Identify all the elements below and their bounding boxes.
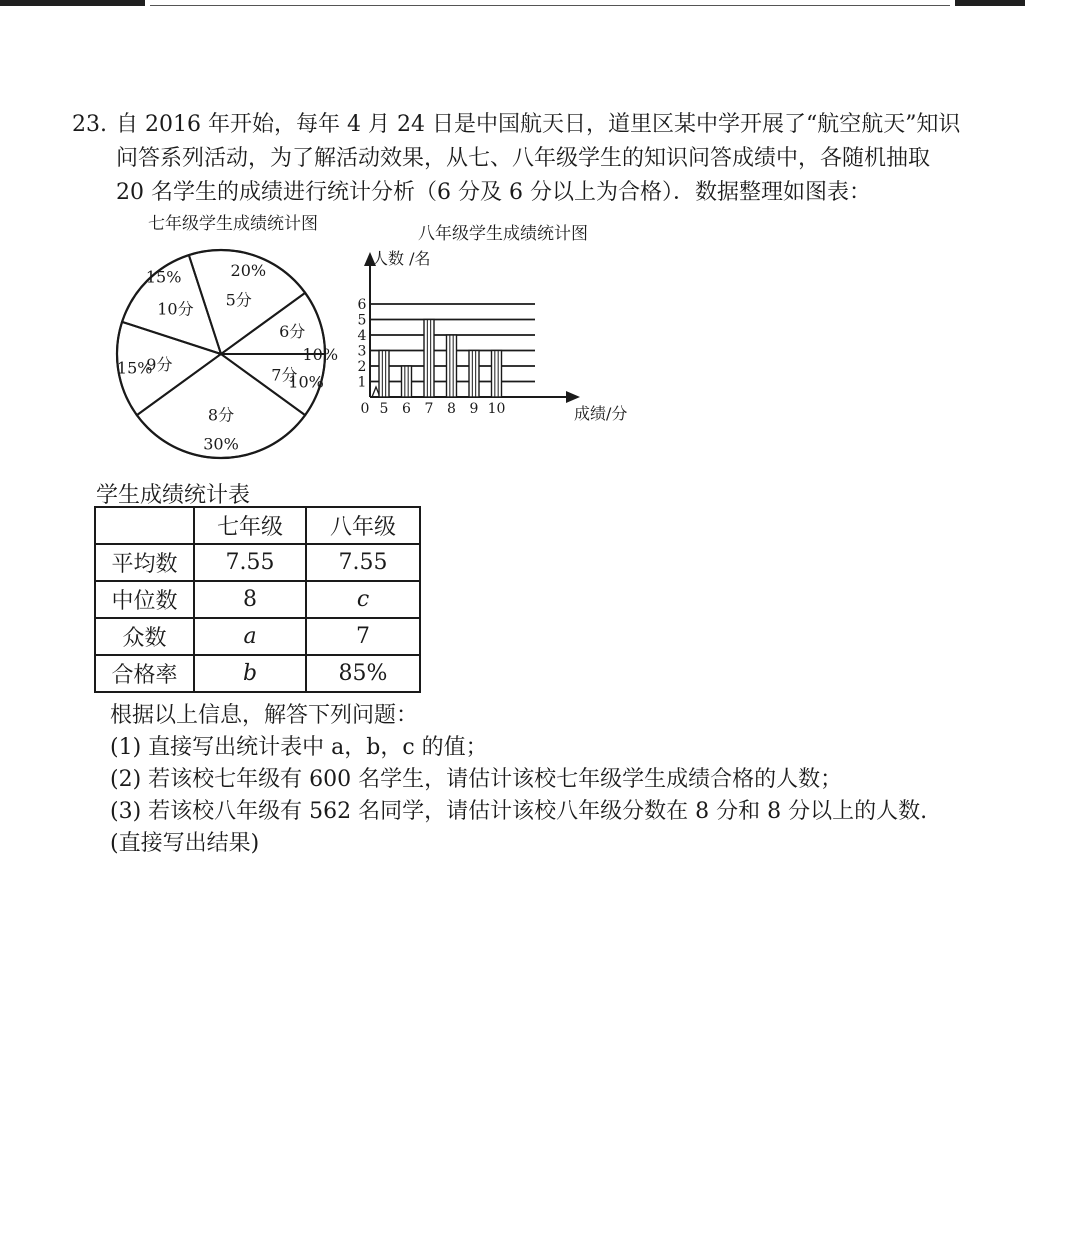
- question-line: 自 2016 年开始，每年 4 月 24 日是中国航天日，道里区某中学开展了“航空航天”知识: [116, 112, 961, 137]
- question-number: 23.: [72, 112, 107, 137]
- table-cell: a: [194, 618, 306, 655]
- pie-chart: [102, 230, 342, 470]
- question-line: (2) 若该校七年级有 600 名学生，请估计该校七年级学生成绩合格的人数；: [110, 767, 843, 792]
- y-tick-label: 3: [357, 343, 367, 360]
- pie-chart-title: 七年级学生成绩统计图: [148, 214, 318, 234]
- table-row: [95, 655, 420, 692]
- scan-top-edge: [0, 0, 1080, 8]
- x-tick-label: 5: [379, 401, 389, 417]
- y-tick-label: 6: [357, 297, 367, 313]
- pie-slice-label: 10分: [157, 299, 194, 319]
- table-cell: 中位数: [95, 581, 194, 618]
- question-line: (直接写出结果): [110, 831, 260, 856]
- question-text: [116, 108, 1016, 210]
- x-tick-label: 9: [469, 401, 479, 417]
- pie-percent-label: 30%: [203, 434, 239, 454]
- table-header-row: [95, 507, 420, 544]
- bar: [379, 351, 389, 398]
- y-axis-label: 人数 /名: [372, 249, 431, 268]
- table-cell: 合格率: [95, 655, 194, 692]
- bar-chart: [340, 240, 640, 440]
- pie-slice-label: 7分: [271, 365, 298, 385]
- scan-edge-line: [150, 5, 950, 6]
- x-tick-label: 7: [424, 401, 434, 417]
- x-tick-label: 6: [402, 401, 411, 417]
- pie-slice-label: 6分: [279, 321, 306, 341]
- pie-percent-label: 10%: [288, 372, 324, 392]
- table-cell: [95, 507, 194, 544]
- x-axis-arrow: [566, 391, 580, 403]
- table-cell: 七年级: [194, 507, 306, 544]
- table-cell: 8: [194, 581, 306, 618]
- y-tick-label: 2: [357, 359, 367, 375]
- table-cell: 平均数: [95, 544, 194, 581]
- origin-label: 0: [360, 401, 370, 417]
- x-tick-label: 10: [487, 401, 506, 417]
- table-cell: 八年级: [306, 507, 420, 544]
- pie-percent-label: 15%: [116, 358, 153, 378]
- y-tick-label: 4: [357, 328, 367, 344]
- bar: [424, 320, 434, 398]
- bar: [469, 351, 479, 398]
- y-tick-label: 1: [357, 374, 367, 391]
- table-title: 学生成绩统计表: [96, 483, 251, 508]
- question-line: (3) 若该校八年级有 562 名同学，请估计该校八年级分数在 8 分和 8 分以上的人数.: [110, 799, 928, 824]
- bar: [447, 335, 457, 397]
- pie-percent-label: 20%: [230, 260, 267, 280]
- sub-questions: [110, 700, 927, 860]
- question-line: 20 名学生的成绩进行统计分析（6 分及 6 分以上为合格）．数据整理如图表：: [116, 180, 871, 205]
- table-cell: 85%: [306, 655, 420, 692]
- question-line: (1) 直接写出统计表中 a，b，c 的值；: [110, 735, 488, 760]
- table-row: [95, 544, 420, 581]
- table-cell: b: [194, 655, 306, 692]
- pie-slice-label: 9分: [146, 354, 173, 374]
- pie-percent-label: 10%: [302, 345, 339, 364]
- y-tick-label: 5: [357, 312, 367, 329]
- question-line: 根据以上信息，解答下列问题：: [110, 703, 419, 728]
- bar-chart-title: 八年级学生成绩统计图: [418, 224, 588, 244]
- table-row: [95, 581, 420, 618]
- pie-slice-label: 5分: [225, 290, 252, 310]
- table-cell: c: [306, 581, 420, 618]
- table-cell: 7: [306, 618, 420, 655]
- table-cell: 众数: [95, 618, 194, 655]
- table-row: [95, 618, 420, 655]
- pie-slice-label: 8分: [207, 405, 235, 425]
- question-line: 问答系列活动，为了解活动效果，从七、八年级学生的知识问答成绩中，各随机抽取: [116, 146, 931, 171]
- x-axis-label: 成绩/分: [574, 404, 628, 423]
- stats-table: [94, 506, 421, 693]
- table-cell: 7.55: [194, 544, 306, 581]
- bar: [402, 366, 412, 397]
- scan-edge-left: [0, 0, 145, 6]
- table-cell: 7.55: [306, 544, 420, 581]
- scan-edge-right: [955, 0, 1025, 6]
- pie-percent-label: 15%: [145, 267, 182, 287]
- bar: [492, 351, 502, 398]
- x-tick-label: 8: [447, 401, 456, 417]
